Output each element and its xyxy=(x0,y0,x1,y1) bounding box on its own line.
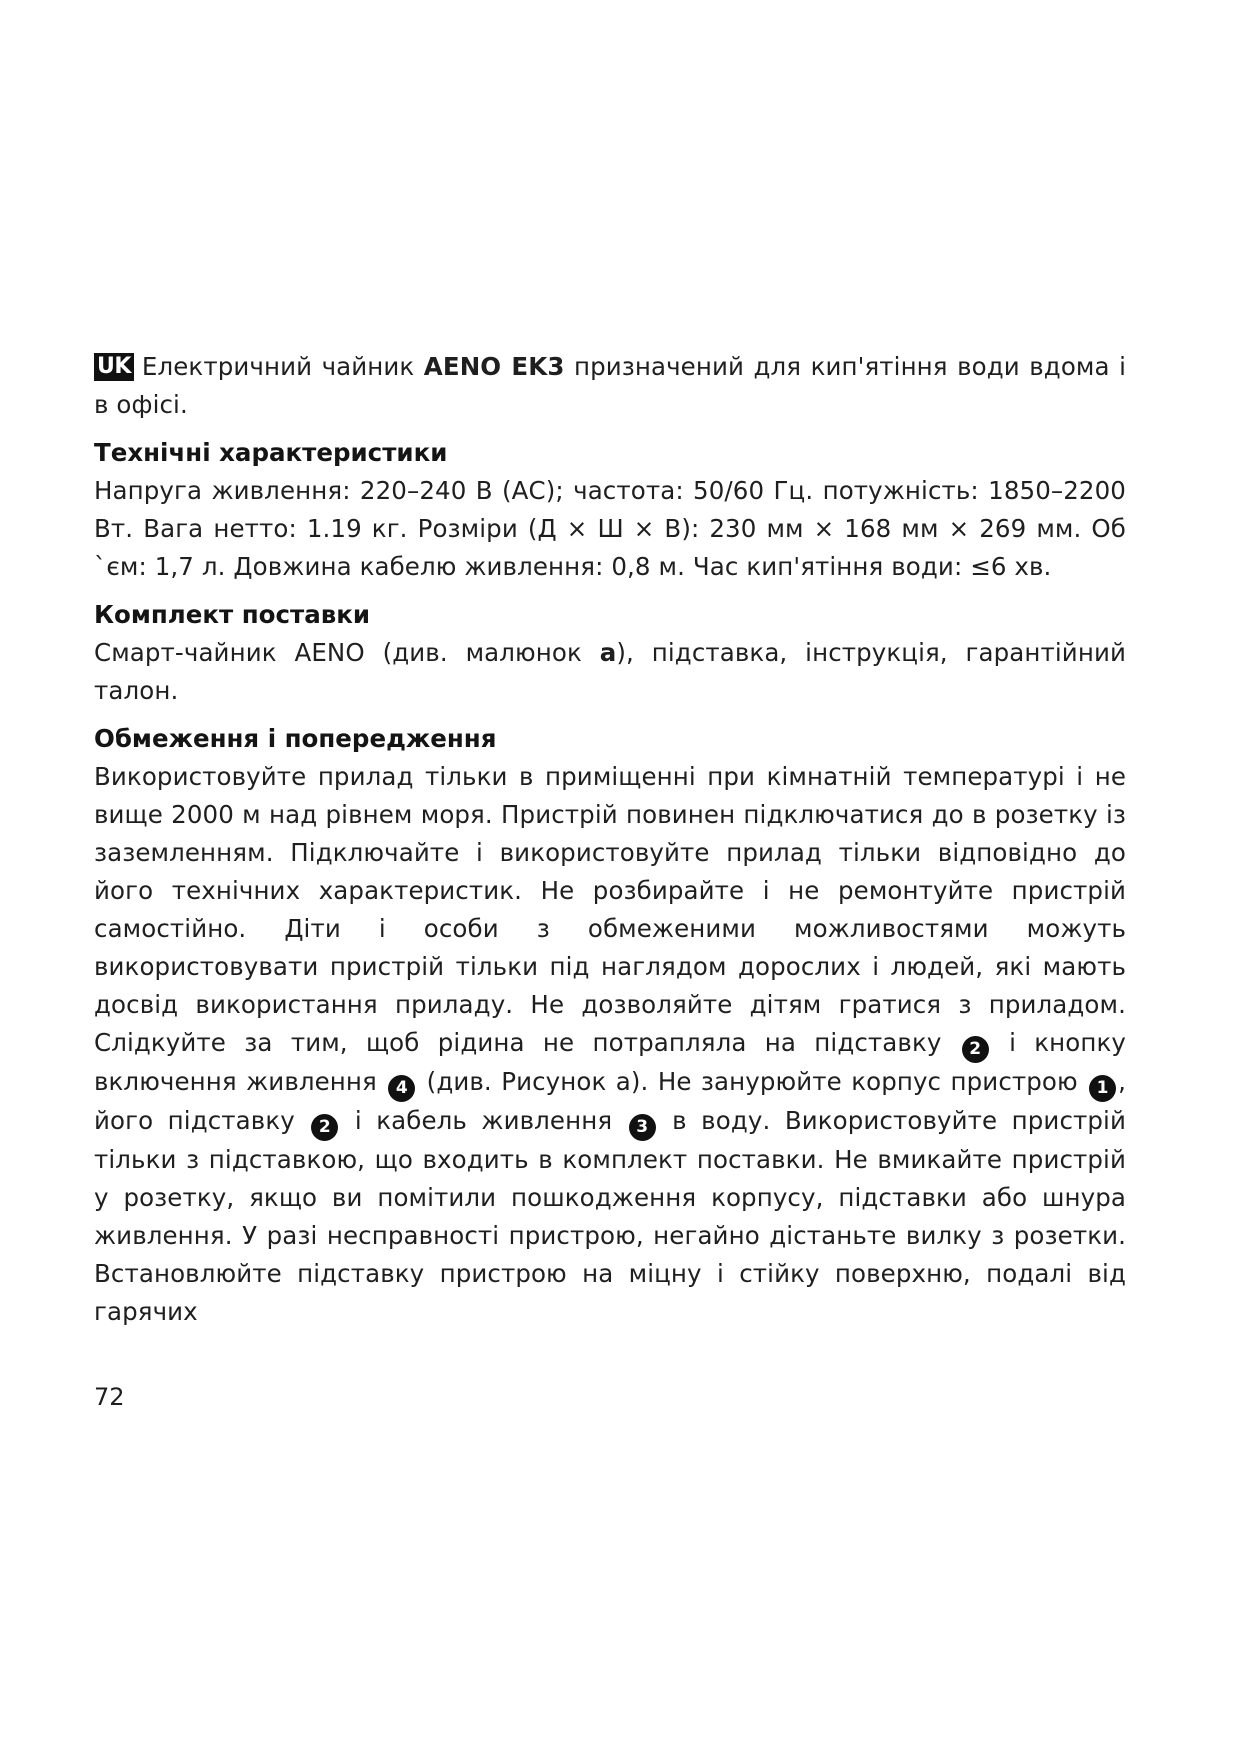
stand-number-icon-2: 2 xyxy=(311,1114,338,1141)
figure-reference: a xyxy=(599,638,617,667)
intro-text-before: Електричний чайник xyxy=(141,352,424,381)
warnings-text-5: і кабель живлення xyxy=(340,1106,627,1135)
warnings-paragraph xyxy=(94,758,1126,1331)
specs-paragraph: Напруга живлення: 220–240 В (АС); частота: 50/60 Гц. потужність: 1850–2200 Вт. Вага нетто: 1.19 кг. Розміри (Д × Ш × В): 230 мм × 168 мм × 269 мм. Об `єм: 1,7 л. Довжина кабелю живлення: 0,8 м. Час кип'ятіння води: ≤6 хв. xyxy=(94,476,1126,581)
intro-text-after: призначений для кип'ятіння води вдома і в офісі. xyxy=(94,352,1126,419)
package-paragraph xyxy=(94,634,1126,710)
product-name: AENO EK3 xyxy=(423,352,565,381)
warnings-text-6: в воду. Використовуйте пристрій тільки з підставкою, що входить в комплект поставки. Не вмикайте пристрій у розетку, якщо ви помітили пошкодження корпусу, підставки або шнура живлення. У разі несправності пристрою, негайно дістаньте вилку з розетки. Встановлюйте підставку пристрою на міцну і стійку поверхню, подалі від гарячих xyxy=(94,1106,1126,1326)
package-text-before: Смарт-чайник AENO (див. малюнок xyxy=(94,638,600,667)
package-text-after: ), підставка, інструкція, гарантійний талон. xyxy=(94,638,1126,705)
warnings-text-3: (див. Рисунок а). Не занурюйте корпус пристрою xyxy=(417,1067,1088,1096)
warnings-heading: Обмеження і попередження xyxy=(94,724,497,753)
page-number: 72 xyxy=(94,1383,125,1411)
stand-number-icon: 2 xyxy=(962,1036,989,1063)
intro-paragraph xyxy=(94,348,1126,424)
specs-heading: Технічні характеристики xyxy=(94,438,448,467)
warnings-text-1: Використовуйте прилад тільки в приміщенні при кімнатній температурі і не вище 2000 м над рівнем моря. Пристрій повинен підключатися до в розетку із заземленням. Підключайте і використовуйте прилад тільки відповідно до його технічних характеристик. Не розбирайте і не ремонтуйте пристрій самостійно. Діти і особи з обмеженими можливостями можуть використовувати пристрій тільки під наглядом дорослих і людей, які мають досвід використання приладу. Не дозволяйте дітям гратися з приладом. Слідкуйте за тим, щоб рідина не потрапляла на підставку xyxy=(94,762,1126,1057)
warnings-text-4: , його підставку xyxy=(94,1067,1127,1135)
document-body xyxy=(94,348,1126,1331)
package-heading: Комплект поставки xyxy=(94,600,371,629)
warnings-text-2: і кнопку включення живлення xyxy=(94,1028,1127,1096)
cable-number-icon: 3 xyxy=(629,1114,656,1141)
language-badge: UK xyxy=(94,353,134,381)
body-number-icon: 1 xyxy=(1089,1075,1116,1102)
power-button-number-icon: 4 xyxy=(388,1075,415,1102)
